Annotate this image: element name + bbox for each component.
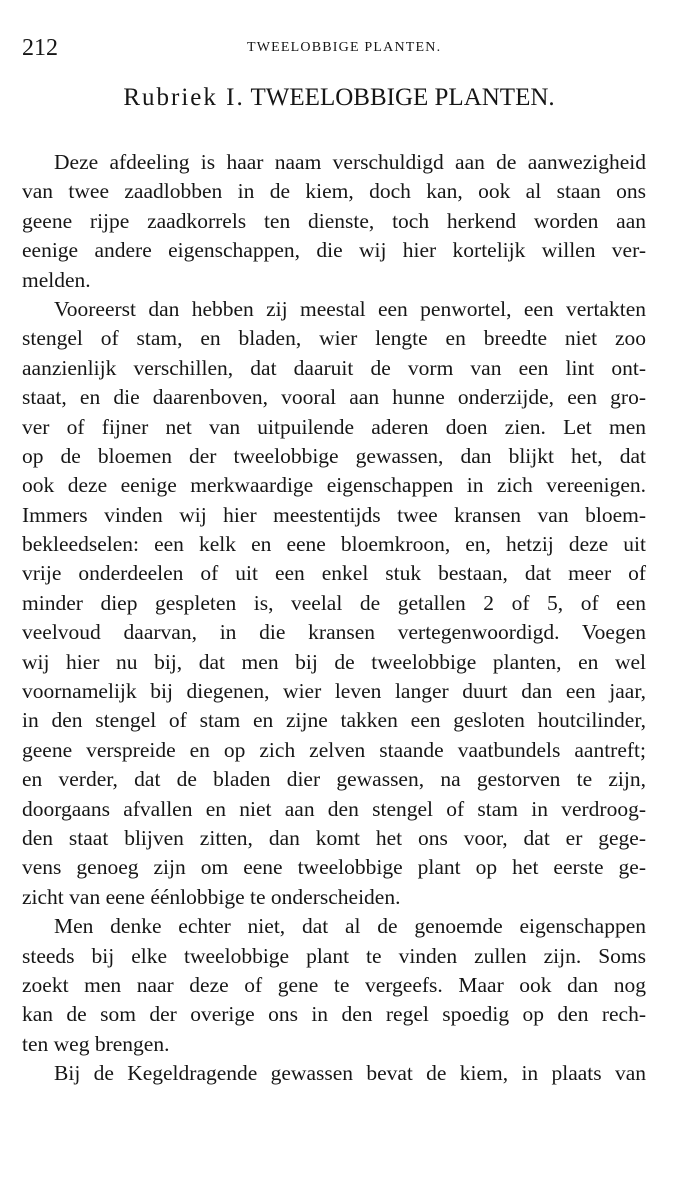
text-line: Bij de Kegeldragende gewassen bevat de kiem, in plaats van bbox=[54, 1061, 646, 1086]
text-line: Vooreerst dan hebben zij meestal een penwortel, een vertakten bbox=[54, 296, 646, 321]
text-line: ook deze eenige merkwaardige eigenschappen in zich vereenigen. bbox=[22, 473, 646, 498]
running-head bbox=[22, 34, 642, 62]
text-line: Immers vinden wij hier meestentijds twee kransen van bloem- bbox=[22, 502, 646, 527]
text-line: staat, en die daarenboven, vooral aan hunne onderzijde, een gro- bbox=[22, 385, 646, 410]
text-line: op de bloemen der tweelobbige gewassen, dan blijkt het, dat bbox=[22, 443, 646, 468]
text-line: veelvoud daarvan, in die kransen vertegenwoordigd. Voegen bbox=[22, 620, 646, 645]
text-line: voornamelijk bij diegenen, wier leven langer duurt dan een jaar, bbox=[22, 679, 646, 704]
text-line: vrije onderdeelen of uit een enkel stuk bestaan, dat meer of bbox=[22, 561, 646, 586]
chapter-heading-title: TWEELOBBIGE PLANTEN. bbox=[250, 84, 555, 111]
text-line: geene verspreide en op zich zelven staande vaatbundels aantreft; bbox=[22, 737, 646, 762]
text-line: ten weg brengen. bbox=[22, 1031, 170, 1056]
paragraph bbox=[22, 1059, 646, 1088]
running-title: TWEELOBBIGE PLANTEN. bbox=[247, 40, 442, 55]
text-line: en verder, dat de bladen dier gewassen, na gestorven te zijn, bbox=[22, 767, 646, 792]
chapter-heading bbox=[0, 82, 678, 114]
chapter-heading-prefix: Rubriek I. bbox=[123, 84, 245, 111]
text-line: van twee zaadlobben in de kiem, doch kan, ook al staan ons bbox=[22, 179, 646, 204]
text-line: den staat blijven zitten, dan komt het ons voor, dat er gege- bbox=[22, 825, 646, 850]
text-line: vens genoeg zijn om eene tweelobbige plant op het eerste ge- bbox=[22, 855, 646, 880]
body-text bbox=[22, 148, 646, 1089]
text-line: wij hier nu bij, dat men bij de tweelobbige planten, en wel bbox=[22, 649, 646, 674]
text-line: in den stengel of stam en zijne takken een gesloten houtcilinder, bbox=[22, 708, 646, 733]
paragraph bbox=[22, 295, 646, 912]
text-line: ver of fijner net van uitpuilende aderen doen zien. Let men bbox=[22, 414, 646, 439]
text-line: aanzienlijk verschillen, dat daaruit de vorm van een lint ont- bbox=[22, 355, 646, 380]
text-line: minder diep gespleten is, veelal de getallen 2 of 5, of een bbox=[22, 590, 646, 615]
text-line: kan de som der overige ons in den regel spoedig op den rech- bbox=[22, 1002, 646, 1027]
paragraph bbox=[22, 148, 646, 295]
text-line: melden. bbox=[22, 267, 91, 292]
text-line: bekleedselen: een kelk en eene bloemkroon, en, hetzij deze uit bbox=[22, 532, 646, 557]
text-line: doorgaans afvallen en niet aan den stengel of stam in verdroog- bbox=[22, 796, 646, 821]
text-line: stengel of stam, en bladen, wier lengte en breedte niet zoo bbox=[22, 326, 646, 351]
page-number: 212 bbox=[22, 35, 58, 61]
text-line: geene rijpe zaadkorrels ten dienste, toch herkend worden aan bbox=[22, 208, 646, 233]
text-line: Deze afdeeling is haar naam verschuldigd aan de aanwezigheid bbox=[54, 150, 646, 174]
text-line: eenige andere eigenschappen, die wij hier kortelijk willen ver- bbox=[22, 238, 646, 263]
text-line: zoekt men naar deze of gene te vergeefs. Maar ook dan nog bbox=[22, 972, 646, 997]
text-line: steeds bij elke tweelobbige plant te vinden zullen zijn. Soms bbox=[22, 943, 646, 968]
text-line: Men denke echter niet, dat al de genoemde eigenschappen bbox=[54, 914, 646, 939]
paragraph bbox=[22, 912, 646, 1059]
text-line: zicht van eene éénlobbige te onderscheiden. bbox=[22, 884, 401, 909]
